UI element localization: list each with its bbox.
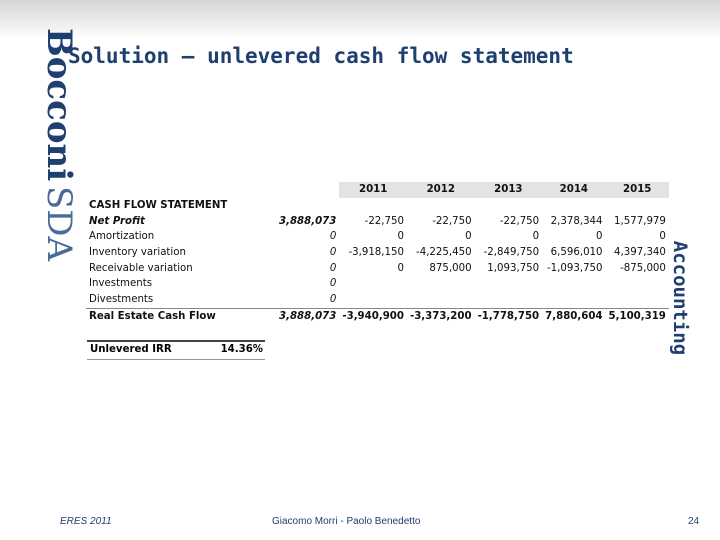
year-2015: 2015 — [606, 182, 669, 198]
year-2014: 2014 — [542, 182, 605, 198]
table-row-total: Real Estate Cash Flow 3,888,073 -3,940,900 -3,373,200 -1,778,750 7,880,604 5,100,319 — [86, 308, 669, 324]
sda-bocconi-logo — [12, 28, 79, 290]
table-row: Investments 0 — [89, 278, 337, 290]
year-2011: 2011 — [339, 182, 407, 198]
top-gradient-band — [0, 0, 720, 40]
svg-text:SDA: SDA — [39, 186, 79, 262]
table-row: Inventory variation 0 -3,918,150 -4,225,450 -2,849,750 6,596,010 4,397,340 — [89, 247, 666, 259]
irr-value: 14.36% — [220, 344, 263, 355]
year-2013: 2013 — [475, 182, 543, 198]
unlevered-irr-box — [87, 340, 265, 360]
irr-label: Unlevered IRR — [90, 344, 172, 355]
footer-conference: ERES 2011 — [60, 516, 112, 527]
table-header: CASH FLOW STATEMENT — [89, 200, 228, 212]
table-header-row — [86, 198, 669, 214]
footer-authors: Giacomo Morri - Paolo Benedetto — [272, 516, 421, 527]
year-header-row — [86, 182, 669, 198]
year-2012: 2012 — [407, 182, 475, 198]
table-row: Receivable variation 0 0 875,000 1,093,750 -1,093,750 -875,000 — [89, 262, 666, 274]
page-number: 24 — [688, 516, 700, 527]
table-row: Net Profit 3,888,073 -22,750 -22,750 -22,750 2,378,344 1,577,979 — [89, 215, 666, 227]
table-row: Amortization 0 0 0 0 0 0 — [89, 231, 666, 243]
table-row: Divestments 0 — [89, 294, 337, 306]
svg-text:Bocconi: Bocconi — [39, 28, 79, 182]
slide-title: Solution – unlevered cash flow statement — [68, 44, 574, 68]
cash-flow-table — [86, 182, 669, 324]
side-label-accounting: Accounting — [669, 240, 691, 356]
